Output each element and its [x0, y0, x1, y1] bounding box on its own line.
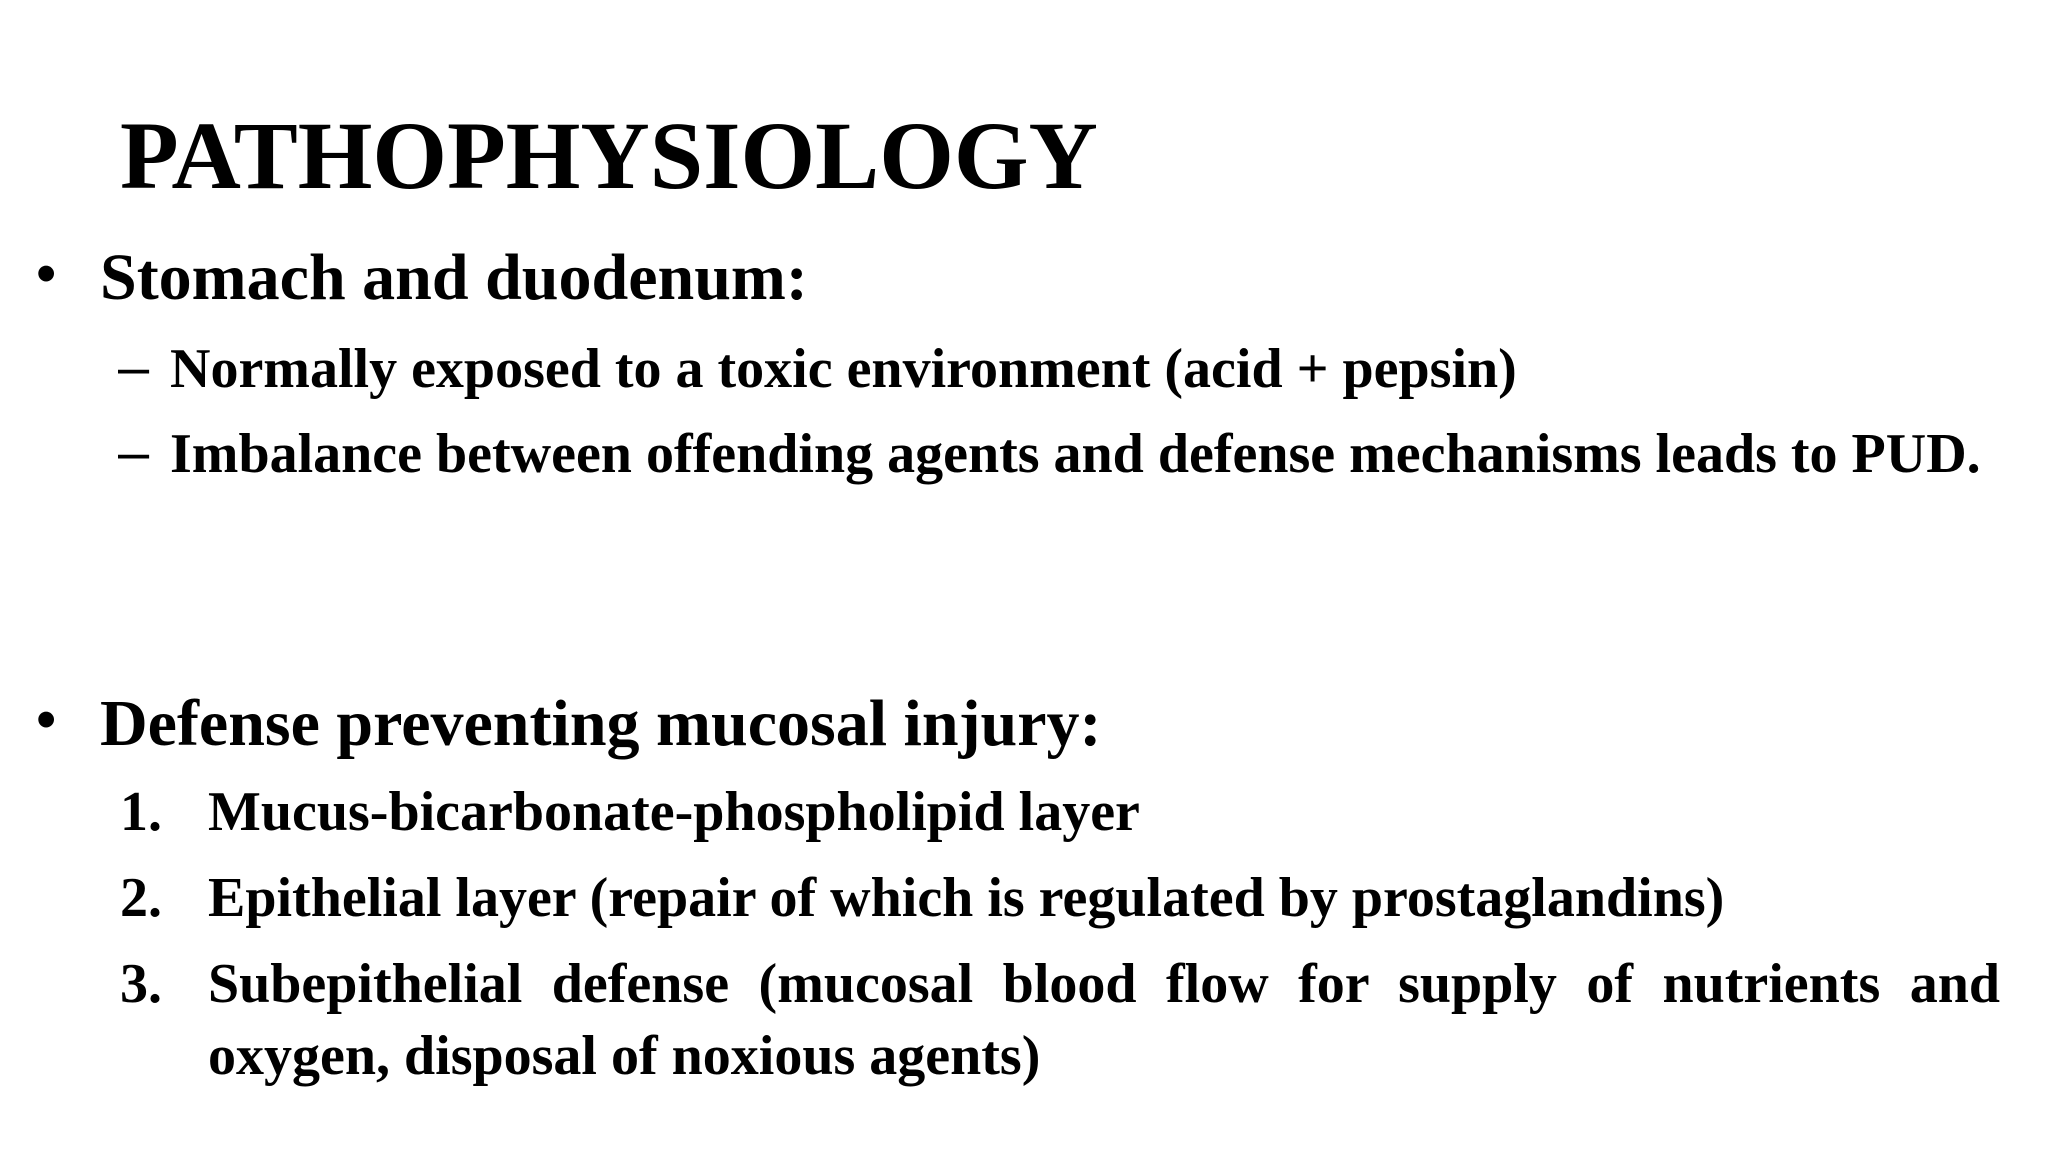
- list-item: Mucus-bicarbonate-phospholipid layer: [208, 781, 1140, 843]
- section-heading-stomach: Stomach and duodenum:: [100, 241, 808, 314]
- list-number: 2.: [120, 867, 162, 929]
- bullet-icon: •: [36, 241, 57, 306]
- list-item: Subepithelial defense (mucosal blood flow for supply of nutrients and oxygen, disposal of noxious agents): [208, 953, 2000, 1087]
- list-item: Epithelial layer (repair of which is regulated by prostaglandins): [208, 867, 1725, 929]
- list-item: Imbalance between offending agents and defense mechanisms leads to PUD.: [170, 423, 1981, 485]
- list-item: Normally exposed to a toxic environment (acid + pepsin): [170, 338, 1517, 400]
- list-number: 3.: [120, 953, 162, 1015]
- list-number: 1.: [120, 781, 162, 843]
- bullet-icon: •: [36, 687, 57, 752]
- slide-title: PATHOPHYSIOLOGY: [120, 102, 1098, 209]
- dash-marker: –: [118, 335, 150, 398]
- dash-marker: –: [118, 420, 150, 483]
- section-heading-defense: Defense preventing mucosal injury:: [100, 687, 1102, 760]
